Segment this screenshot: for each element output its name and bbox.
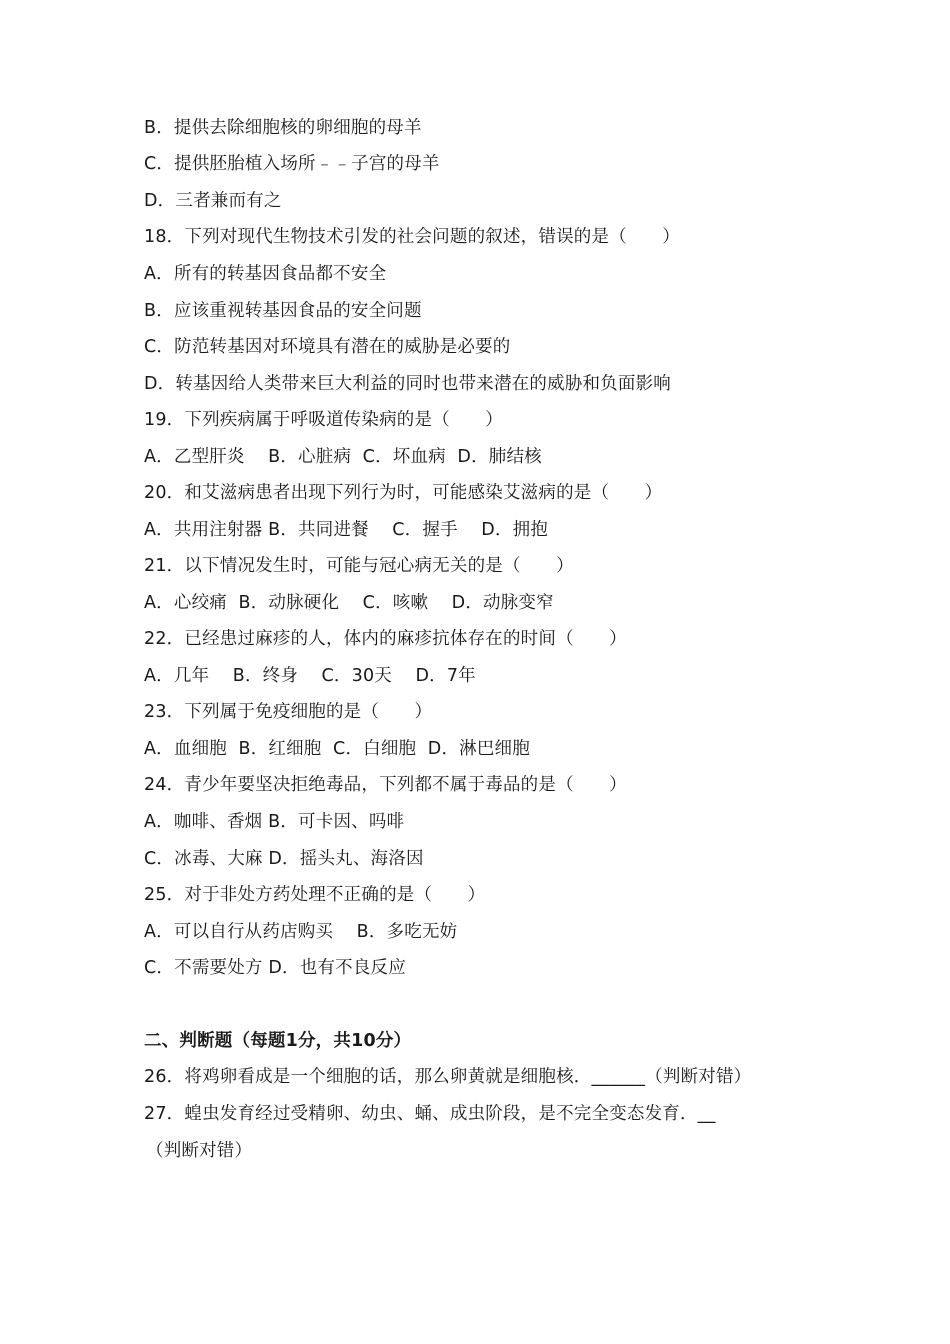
options-21: A．心绞痛 B．动脉硬化 C．咳嗽 D．动脉变窄 xyxy=(144,593,554,613)
options-24-ab: A．咖啡、香烟 B．可卡因、吗啡 xyxy=(144,812,405,832)
question-19: 19．下列疾病属于呼吸道传染病的是（ ） xyxy=(144,410,503,430)
options-22: A．几年 B．终身 C．30天 D．7年 xyxy=(144,666,476,686)
options-25-ab: A．可以自行从药店购买 B．多吃无妨 xyxy=(144,922,458,942)
option-18d: D．转基因给人类带来巨大利益的同时也带来潜在的威胁和负面影响 xyxy=(144,374,671,394)
options-25-cd: C．不需要处方 D．也有不良反应 xyxy=(144,958,406,978)
option-18a: A．所有的转基因食品都不安全 xyxy=(144,264,387,284)
question-22: 22．已经患过麻疹的人，体内的麻疹抗体存在的时间（ ） xyxy=(144,629,627,649)
section-2-heading: 二、判断题（每题1分，共10分） xyxy=(144,1031,412,1051)
options-20: A．共用注射器 B．共同进餐 C．握手 D．拥抱 xyxy=(144,520,549,540)
options-19: A．乙型肝炎 B．心脏病 C．坏血病 D．肺结核 xyxy=(144,447,542,467)
option-17d: D．三者兼而有之 xyxy=(144,191,282,211)
question-25: 25．对于非处方药处理不正确的是（ ） xyxy=(144,885,486,905)
question-24: 24．青少年要坚决拒绝毒品，下列都不属于毒品的是（ ） xyxy=(144,775,627,795)
question-27: 27．蝗虫发育经过受精卵、幼虫、蛹、成虫阶段，是不完全变态发育．__ xyxy=(144,1104,716,1124)
options-23: A．血细胞 B．红细胞 C．白细胞 D．淋巴细胞 xyxy=(144,739,530,759)
option-18c: C．防范转基因对环境具有潜在的威胁是必要的 xyxy=(144,337,511,357)
options-24-cd: C．冰毒、大麻 D．摇头丸、海洛因 xyxy=(144,849,424,869)
question-21: 21．以下情况发生时，可能与冠心病无关的是（ ） xyxy=(144,556,574,576)
question-18: 18．下列对现代生物技术引发的社会问题的叙述，错误的是（ ） xyxy=(144,227,680,247)
question-20: 20．和艾滋病患者出现下列行为时，可能感染艾滋病的是（ ） xyxy=(144,483,663,503)
option-18b: B．应该重视转基因食品的安全问题 xyxy=(144,301,422,321)
question-26: 26．将鸡卵看成是一个细胞的话，那么卵黄就是细胞核．______（判断对错） xyxy=(144,1067,752,1087)
option-17b: B．提供去除细胞核的卵细胞的母羊 xyxy=(144,118,422,138)
question-27-suffix: （判断对错） xyxy=(146,1141,253,1161)
option-17c: C．提供胚胎植入场所﹣﹣子宫的母羊 xyxy=(144,154,440,174)
question-23: 23．下列属于免疫细胞的是（ ） xyxy=(144,702,433,722)
